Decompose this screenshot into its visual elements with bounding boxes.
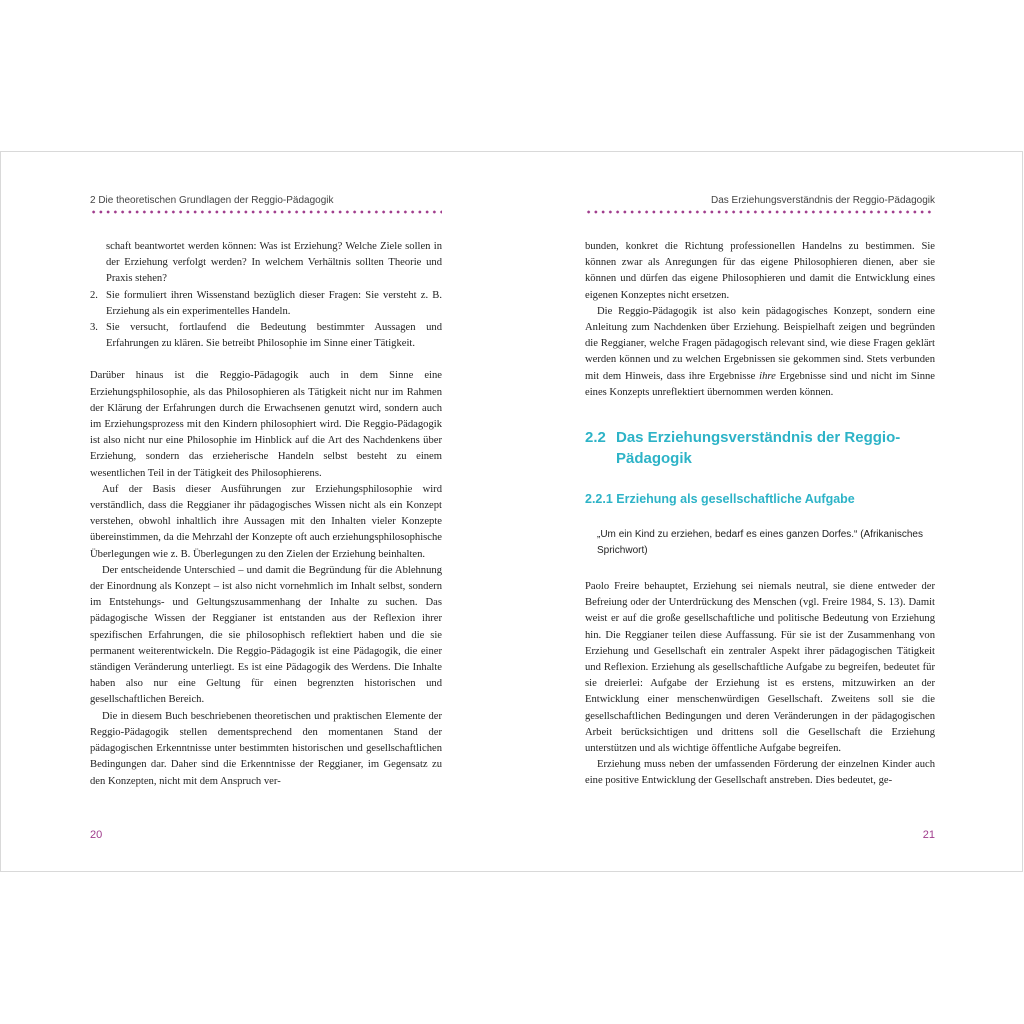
section-heading: [585, 427, 935, 469]
list-number: 2.: [90, 289, 98, 301]
dotted-rule-left: [90, 210, 442, 214]
book-spread: [0, 151, 1023, 872]
list-item: [90, 320, 442, 352]
left-page: [90, 152, 442, 871]
page-number-right: 21: [922, 829, 935, 841]
section-title: Das Erziehungsverständnis der Reggio-Pädagogik: [616, 429, 901, 468]
list-number: 3.: [90, 322, 98, 334]
epigraph-quote: „Um ein Kind zu erziehen, bedarf es eines ganzen Dorfes.“ (Afrikanisches Sprichwort): [597, 529, 923, 557]
paragraph: Darüber hinaus ist die Reggio-Pädagogik auch in dem Sinne eine Erziehungsphilosophie, als das Philosophieren als Tätigkeit nicht nur im Rahmen der Klärung der Erfahrungen durch die Erwachsenen genutzt wird, sondern auch im Erziehungsprozess mit den Kindern philosophiert wird. Die Reggio-Pädagogik ist also nicht nur eine Philosophie im Hinblick auf die Art des Nachdenkens über Erziehung, sondern das erzieherische Handeln selbst besteht zu einem wesentlichen Teil in der Tätigkeit des Philosophierens.: [90, 370, 442, 479]
emphasis-text: ihre: [759, 370, 776, 382]
dotted-rule-right: [585, 210, 935, 214]
paragraph: [585, 304, 935, 401]
paragraph: Erziehung muss neben der umfassenden Förderung der einzelnen Kinder auch eine positive Entwicklung der Gesellschaft anstreben. Dies bedeutet, ge-: [585, 759, 935, 787]
paragraph-text: Die Reggio-Pädagogik ist also kein pädagogisches Konzept, sondern eine Anleitung zum Nachdenken über Erziehung. Beispielhaft zeigen und begründen die Reggianer, welche Fragen pädagogisch relevant sind, wie diese Fragen geklärt werden können und zu welchen Ergebnissen sie gekommen sind. Stets verbunden mit dem Hinweis, dass ihre Ergebnisse: [585, 305, 935, 382]
right-body-text: [585, 239, 935, 790]
paragraph: Auf der Basis dieser Ausführungen zur Erziehungsphilosophie wird verständlich, dass die Reggianer ihr pädagogisches Wissen nicht als ein Konzept verstehen, obwohl inhaltlich ihre Aussagen mit den Inhalten vieler Konzepte übereinstimmen, da die Mehrzahl der Konzepte oft auch erziehungsphilosophische Überlegungen wie z. B. Überlegungen zu den Zielen der Erziehung beinhalten.: [90, 483, 442, 560]
paragraph: Paolo Freire behauptet, Erziehung sei niemals neutral, sie diene entweder der Befreiung oder der Unterdrückung des Menschen (vgl. Freire 1984, S. 13). Damit weist er auf die große gesellschaftliche und politische Bedeutung von Erziehung hin. Die Reggianer teilen diese Auffassung. Für sie ist der Zusammenhang von Erziehung und Gesellschaft ein zentraler Aspekt ihrer pädagogischen Tätigkeit und Reflexion. Erziehung als gesellschaftliche Aufgabe zu begreifen, bedeutet für sie dreierlei: Aufgabe der Erziehung ist es erstens, mitzuwirken an der Entwicklung einer menschenwürdigen Gesellschaft. Zweitens soll sie die gesellschaftlichen Bedingungen und deren Veränderungen in der pädagogischen Arbeit berücksichtigen und drittens soll die Gesellschaft die Erziehung unterstützen und als wichtige öffentliche Aufgabe begreifen.: [585, 581, 935, 755]
section-number: 2.2: [585, 429, 606, 447]
list-item-text: Sie versucht, fortlaufend die Bedeutung bestimmter Aussagen und Erfahrungen zu klären. Sie betreibt Philosophie im Sinne einer Tätigkeit.: [106, 322, 442, 350]
paragraph-text: Ergebnisse sind und nicht im Sinne eines Konzepts unreflektiert übernommen werden können.: [585, 370, 935, 398]
list-item-text: Sie formuliert ihren Wissenstand bezüglich dieser Fragen: Sie versteht z. B. Erziehung als ein experimentelles Handeln.: [106, 289, 442, 317]
running-head-left: 2 Die theoretischen Grundlagen der Reggio-Pädagogik: [90, 195, 334, 206]
paragraph: Die in diesem Buch beschriebenen theoretischen und praktischen Elemente der Reggio-Pädagogik stellen dementsprechend den momentanen Stand der pädagogischen Erkenntnisse unter bestimmten historischen und gesellschaftlichen Bedingungen dar. Daher sind die Erkenntnisse der Reggianer, im Gegensatz zu den Konzepten, nicht mit dem Anspruch ver-: [90, 710, 442, 787]
paragraph: bunden, konkret die Richtung professionellen Handelns zu bestimmen. Sie können zwar als Anregungen für das eigene Philosophieren dienen, aber sie können und dürfen das eigene Philosophieren und damit die Entwicklung eines eigenen Konzeptes nicht ersetzen.: [585, 241, 935, 301]
list-continuation: schaft beantwortet werden können: Was ist Erziehung? Welche Ziele sollen in der Erziehung verfolgt werden? In welchem Verhältnis sollten Theorie und Praxis stehen?: [106, 241, 442, 285]
page-number-left: 20: [90, 829, 103, 841]
subsection-heading: 2.2.1 Erziehung als gesellschaftliche Aufgabe: [585, 492, 855, 507]
numbered-list: [90, 288, 442, 353]
paragraph: Der entscheidende Unterschied – und damit die Begründung für die Ablehnung der Einordnung als Konzept – ist also nicht vornehmlich im Inhalt selbst, sondern im Entstehungs- und Geltungszusammenhang der Inhalte zu suchen. Das pädagogische Wissen der Reggianer ist entstanden aus der Reflexion ihrer spezifischen Erfahrungen, die sie philosophisch reflektiert haben und die sie permanent weiterentwickeln. Die Reggio-Pädagogik ist eine Pädagogik, die einer ständigen Veränderung unterliegt. Es ist eine Pädagogik des Werdens. Die Inhalte haben also nur eine Geltung für einen begrenzten historischen und gesellschaftlichen Bereich.: [90, 564, 442, 706]
right-page: [585, 152, 935, 871]
left-body-text: [90, 239, 442, 790]
running-head-right: Das Erziehungsverständnis der Reggio-Pädagogik: [710, 195, 935, 206]
list-item: [90, 288, 442, 320]
